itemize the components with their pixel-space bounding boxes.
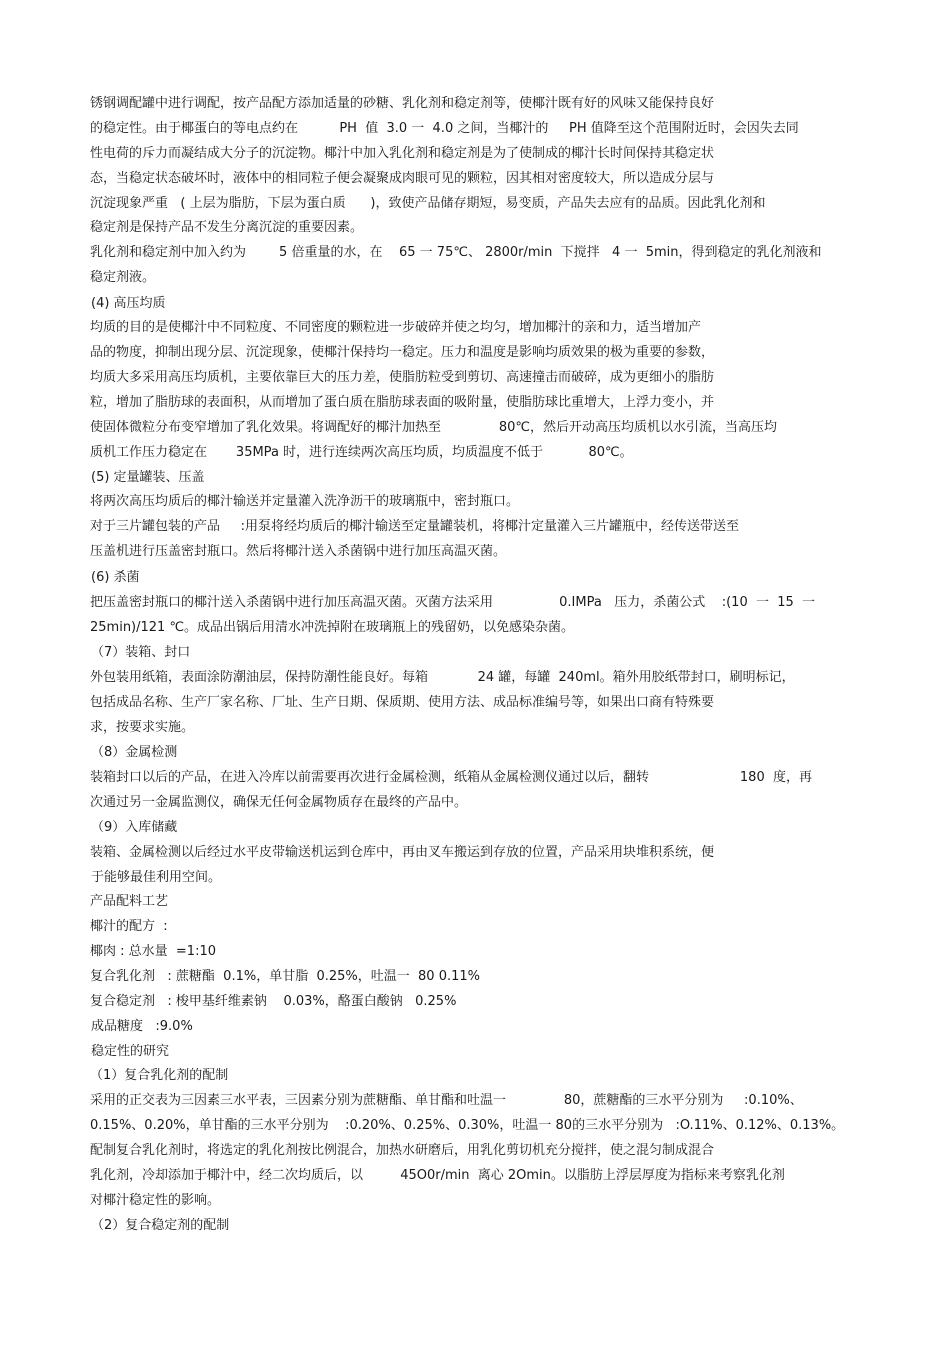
section-heading: (4) 高压均质 [91, 296, 166, 311]
section-heading: (6) 杀菌 [91, 570, 140, 585]
text-line: 求，按要求实施。 [90, 720, 195, 735]
text-line: 乳化剂和稳定剂中加入约为 5 倍重量的水，在 65 一 75℃、 2800r/min 下搅拌 4 一 5min，得到稳定的乳化剂液和 [90, 245, 822, 260]
text-line: 乳化剂，冷却添加于椰汁中，经二次均质后，以 45O0r/min 离心 2Omin。以脂肪上浮层厚度为指标来考察乳化剂 [90, 1168, 785, 1183]
text-line: 均质的目的是使椰汁中不同粒度、不同密度的颗粒进一步破碎并使之均匀，增加椰汁的亲和力，适当增加产 [90, 320, 702, 335]
section-heading: （8）金属检测 [91, 745, 178, 760]
text-line: 压盖机进行压盖密封瓶口。然后将椰汁送入杀菌锅中进行加压高温灭菌。 [90, 544, 507, 559]
text-line: 外包装用纸箱，表面涂防潮油层，保持防潮性能良好。每箱 24 罐，每罐 240ml。箱外用胶纸带封口，刷明标记， [90, 670, 795, 685]
text-line: 装箱、金属检测以后经过水平皮带输送机运到仓库中，再由叉车搬运到存放的位置，产品采用块堆积系统，便 [90, 845, 715, 860]
text-line: 复合乳化剂 : 蔗糖酯 0.1%，单甘脂 0.25%，吐温一 80 0.11% [90, 969, 481, 984]
text-line: 品的物度，抑制出现分层、沉淀现象，使椰汁保持均一稳定。压力和温度是影响均质效果的极为重要的参数， [90, 345, 715, 360]
text-line: 锈钢调配罐中进行调配，按产品配方添加适量的砂糖、乳化剂和稳定剂等，使椰汁既有好的风味又能保持良好 [90, 96, 715, 111]
text-line: 包括成品名称、生产厂家名称、厂址、生产日期、保质期、使用方法、成品标准编号等，如果出口商有特殊要 [90, 695, 715, 710]
text-line: 稳定剂是保持产品不发生分离沉淀的重要因素。 [90, 220, 364, 235]
section-heading: （2）复合稳定剂的配制 [91, 1218, 230, 1233]
text-line: 稳定剂液。 [90, 270, 156, 285]
text-line: （1）复合乳化剂的配制 [90, 1068, 229, 1083]
text-line: 椰汁的配方 : [90, 919, 168, 934]
text-line: 态，当稳定状态破坏时，液体中的相同粒子便会凝聚成肉眼可见的颗粒，因其相对密度较大，所以造成分层与 [90, 171, 715, 186]
text-line: 对椰汁稳定性的影响。 [90, 1193, 221, 1208]
section-heading: （7）装箱、封口 [91, 645, 191, 660]
text-line: 0.15%、0.20%，单甘酯的三水平分别为 :0.20%、0.25%、0.30%，吐温一 80的三水平分别为 :O.11%、0.12%、0.13%。 [90, 1118, 845, 1133]
text-line: 装箱封口以后的产品，在进入冷库以前需要再次进行金属检测，纸箱从金属检测仪通过以后，翻转 180 度，再 [90, 770, 812, 785]
text-line: 次通过另一金属监测仪，确保无任何金属物质存在最终的产品中。 [90, 795, 468, 810]
text-line: 质机工作压力稳定在 35MPa 时，进行连续两次高压均质，均质温度不低于 80℃。 [90, 445, 633, 460]
text-line: 把压盖密封瓶口的椰汁送入杀菌锅中进行加压高温灭菌。灭菌方法采用 0.IMPa 压力，杀菌公式 :(10 一 15 一 [90, 595, 816, 610]
text-line: 性电荷的斥力而凝结成大分子的沉淀物。椰汁中加入乳化剂和稳定剂是为了使制成的椰汁长时间保持其稳定状 [90, 146, 715, 161]
text-line: 配制复合乳化剂时，将选定的乳化剂按比例混合，加热水研磨后，用乳化剪切机充分搅拌，使之混匀制成混合 [90, 1143, 715, 1158]
text-line: 粒，增加了脂肪球的表面积，从而增加了蛋白质在脂肪球表面的吸附量，使脂肪球比重增大，上浮力变小，并 [90, 395, 715, 410]
text-line: 采用的正交表为三因素三水平表，三因素分别为蔗糖酯、单甘酯和吐温一 80，蔗糖酯的三水平分别为 :0.10%、 [90, 1093, 803, 1108]
text-line: 均质大多采用高压均质机，主要依靠巨大的压力差，使脂肪粒受到剪切、高速撞击而破碎，成为更细小的脂肪 [90, 370, 715, 385]
text-line: 25min)/121 ℃。成品出锅后用清水冲洗掉附在玻璃瓶上的残留奶，以免感染杂菌。 [90, 620, 575, 635]
text-line: 产品配料工艺 [90, 894, 169, 909]
section-heading: (5) 定量罐装、压盖 [91, 470, 205, 485]
section-heading: 稳定性的研究 [91, 1044, 170, 1059]
text-line: 复合稳定剂 : 梭甲基纤维素钠 0.03%，酪蛋白酸钠 0.25% [90, 994, 457, 1009]
text-line: 对于三片罐包装的产品 :用泵将经均质后的椰汁输送至定量罐装机，将椰汁定量灌入三片罐瓶中，经传送带送至 [90, 519, 740, 534]
section-heading: 于能够最佳利用空间。 [91, 870, 222, 885]
text-line: 使固体微粒分布变窄增加了乳化效果。将调配好的椰汁加热至 80℃，然后开动高压均质机以水引流，当高压均 [90, 420, 777, 435]
text-line: 椰肉 : 总水量 =1:10 [90, 944, 216, 959]
section-heading: （9）入库储藏 [91, 820, 178, 835]
section-heading: 成品糖度 :9.0% [91, 1019, 193, 1034]
text-line: 将两次高压均质后的椰汁输送并定量灌入洗净沥干的玻璃瓶中，密封瓶口。 [90, 494, 520, 509]
text-line: 沉淀现象严重 ( 上层为脂肪，下层为蛋白质 )，致使产品储存期短，易变质，产品失去应有的品质。因此乳化剂和 [90, 196, 766, 211]
text-line: 的稳定性。由于椰蛋白的等电点约在 PH 值 3.0 一 4.0 之间，当椰汁的 PH 值降至这个范围附近时，会因失去同 [90, 121, 799, 136]
